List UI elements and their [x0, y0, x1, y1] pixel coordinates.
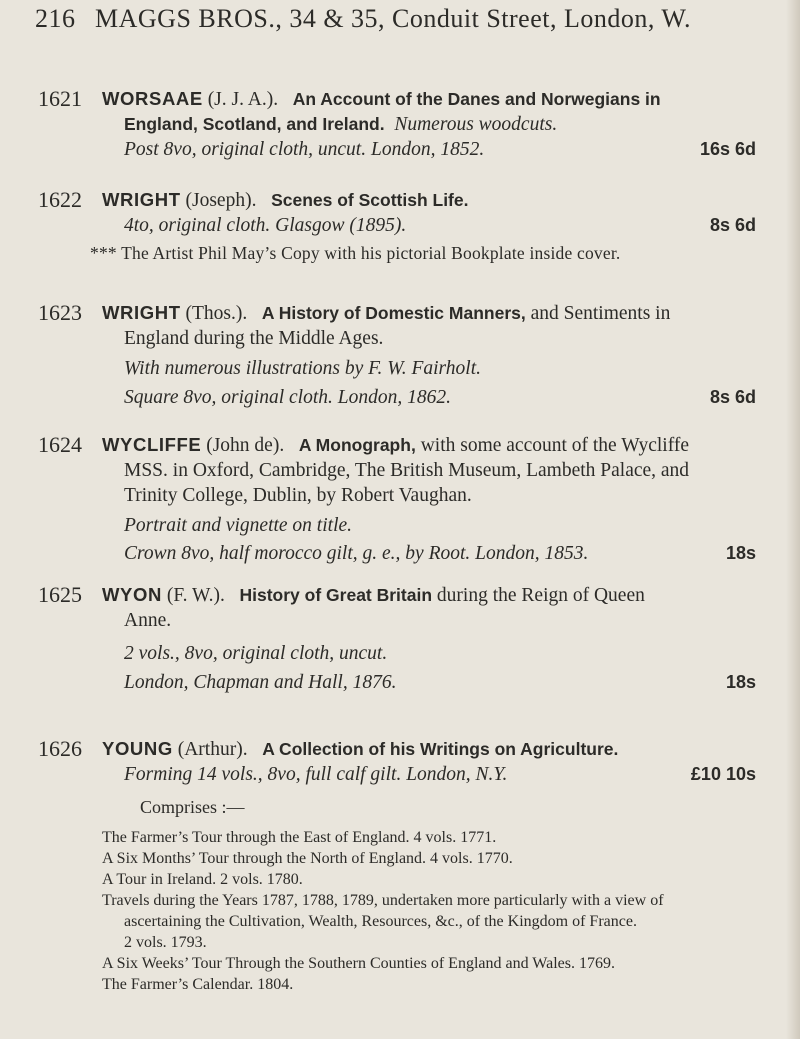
contents-item: The Farmer’s Calendar. 1804.: [102, 976, 294, 993]
contents-item: The Farmer’s Tour through the East of England. 4 vols. 1771.: [102, 829, 497, 846]
entry-title: A History of Domestic Manners,: [261, 303, 526, 323]
entry-author: WORSAAE: [102, 88, 203, 109]
entry-author-initials: (F. W.).: [166, 585, 225, 606]
entry-subtitle: England during the Middle Ages.: [124, 328, 384, 349]
entry-price: 16s 6d: [699, 139, 756, 159]
entry-note: *** The Artist Phil May’s Copy with his pictorial Bookplate inside cover.: [90, 243, 621, 263]
entry-title: Scenes of Scottish Life.: [271, 190, 469, 210]
entry-body: [102, 300, 778, 410]
entry-author: WRIGHT: [102, 189, 181, 210]
entry-imprint: Crown 8vo, half morocco gilt, g. e., by Root. London, 1853.: [124, 543, 589, 564]
entry-body: [102, 736, 778, 787]
entry-number: 1623: [38, 300, 82, 325]
entry-author-initials: (John de).: [206, 435, 285, 456]
entry-price: 18s: [725, 672, 756, 692]
entry-imprint: Forming 14 vols., 8vo, full calf gilt. London, N.Y.: [124, 764, 508, 785]
entry-number: 1626: [38, 736, 82, 761]
entry-title: A Collection of his Writings on Agriculture.: [262, 739, 619, 759]
entry-imprint: Square 8vo, original cloth. London, 1862.: [124, 387, 451, 408]
entry-author-initials: (Thos.).: [185, 303, 248, 324]
entry-author: WYON: [102, 584, 162, 605]
entry-author-initials: (J. J. A.).: [207, 89, 279, 110]
entry-description: Portrait and vignette on title.: [124, 515, 353, 536]
entry-title-cont: England, Scotland, and Ireland.: [124, 114, 385, 134]
entry-author: WRIGHT: [102, 302, 181, 323]
entry-body: [102, 432, 778, 566]
contents-item: ascertaining the Cultivation, Wealth, Resources, &c., of the Kingdom of France.: [124, 913, 637, 930]
page-edge-shadow: [786, 0, 800, 1039]
entry-title: A Monograph,: [298, 435, 416, 455]
running-header: [35, 4, 691, 34]
entry-number: 1622: [38, 187, 82, 212]
entry-title-rest: and Sentiments in: [530, 303, 671, 324]
entry-number: 1621: [38, 86, 82, 111]
entry-imprint: 4to, original cloth. Glasgow (1895).: [124, 215, 407, 236]
contents-item: Travels during the Years 1787, 1788, 1789, undertaken more particularly with a view of: [102, 892, 664, 909]
entry-author-initials: (Joseph).: [185, 190, 257, 211]
page-number: 216: [35, 4, 76, 33]
entry-price: 8s 6d: [709, 387, 756, 407]
entry-subtitle-cont: Trinity College, Dublin, by Robert Vaughan.: [124, 485, 472, 506]
entry-imprint: Post 8vo, original cloth, uncut. London, 1852.: [124, 139, 485, 160]
entry-body: [102, 86, 778, 162]
entry-subtitle: MSS. in Oxford, Cambridge, The British Museum, Lambeth Palace, and: [124, 460, 690, 481]
entry-author: YOUNG: [102, 738, 173, 759]
entry-body: [102, 582, 778, 695]
entry-description: Numerous woodcuts.: [394, 114, 558, 135]
entry-author-initials: (Arthur).: [177, 739, 248, 760]
contents-item: 2 vols. 1793.: [124, 934, 207, 951]
entry-price: £10 10s: [690, 764, 756, 784]
entry-format: 2 vols., 8vo, original cloth, uncut.: [124, 643, 388, 664]
entry-subtitle: Anne.: [124, 610, 172, 631]
contents-item: A Six Months’ Tour through the North of England. 4 vols. 1770.: [102, 850, 513, 867]
entry-author: WYCLIFFE: [102, 434, 202, 455]
entry-title-rest: during the Reign of Queen: [436, 585, 645, 606]
entry-title-rest: with some account of the Wycliffe: [420, 435, 690, 456]
entry-number: 1625: [38, 582, 82, 607]
contents-item: A Six Weeks’ Tour Through the Southern Counties of England and Wales. 1769.: [102, 955, 615, 972]
contents-item: A Tour in Ireland. 2 vols. 1780.: [102, 871, 303, 888]
header-title: MAGGS BROS., 34 & 35, Conduit Street, London, W.: [95, 4, 692, 33]
entry-number: 1624: [38, 432, 82, 457]
contents-caption: Comprises :—: [140, 797, 245, 817]
entry-title: History of Great Britain: [239, 585, 433, 605]
entry-price: 18s: [725, 543, 756, 563]
entry-illustrations: With numerous illustrations by F. W. Fairholt.: [124, 358, 481, 379]
entry-body: [102, 187, 778, 238]
entry-title: An Account of the Danes and Norwegians in: [292, 89, 661, 109]
entry-price: 8s 6d: [709, 215, 756, 235]
entry-imprint: London, Chapman and Hall, 1876.: [124, 672, 397, 693]
